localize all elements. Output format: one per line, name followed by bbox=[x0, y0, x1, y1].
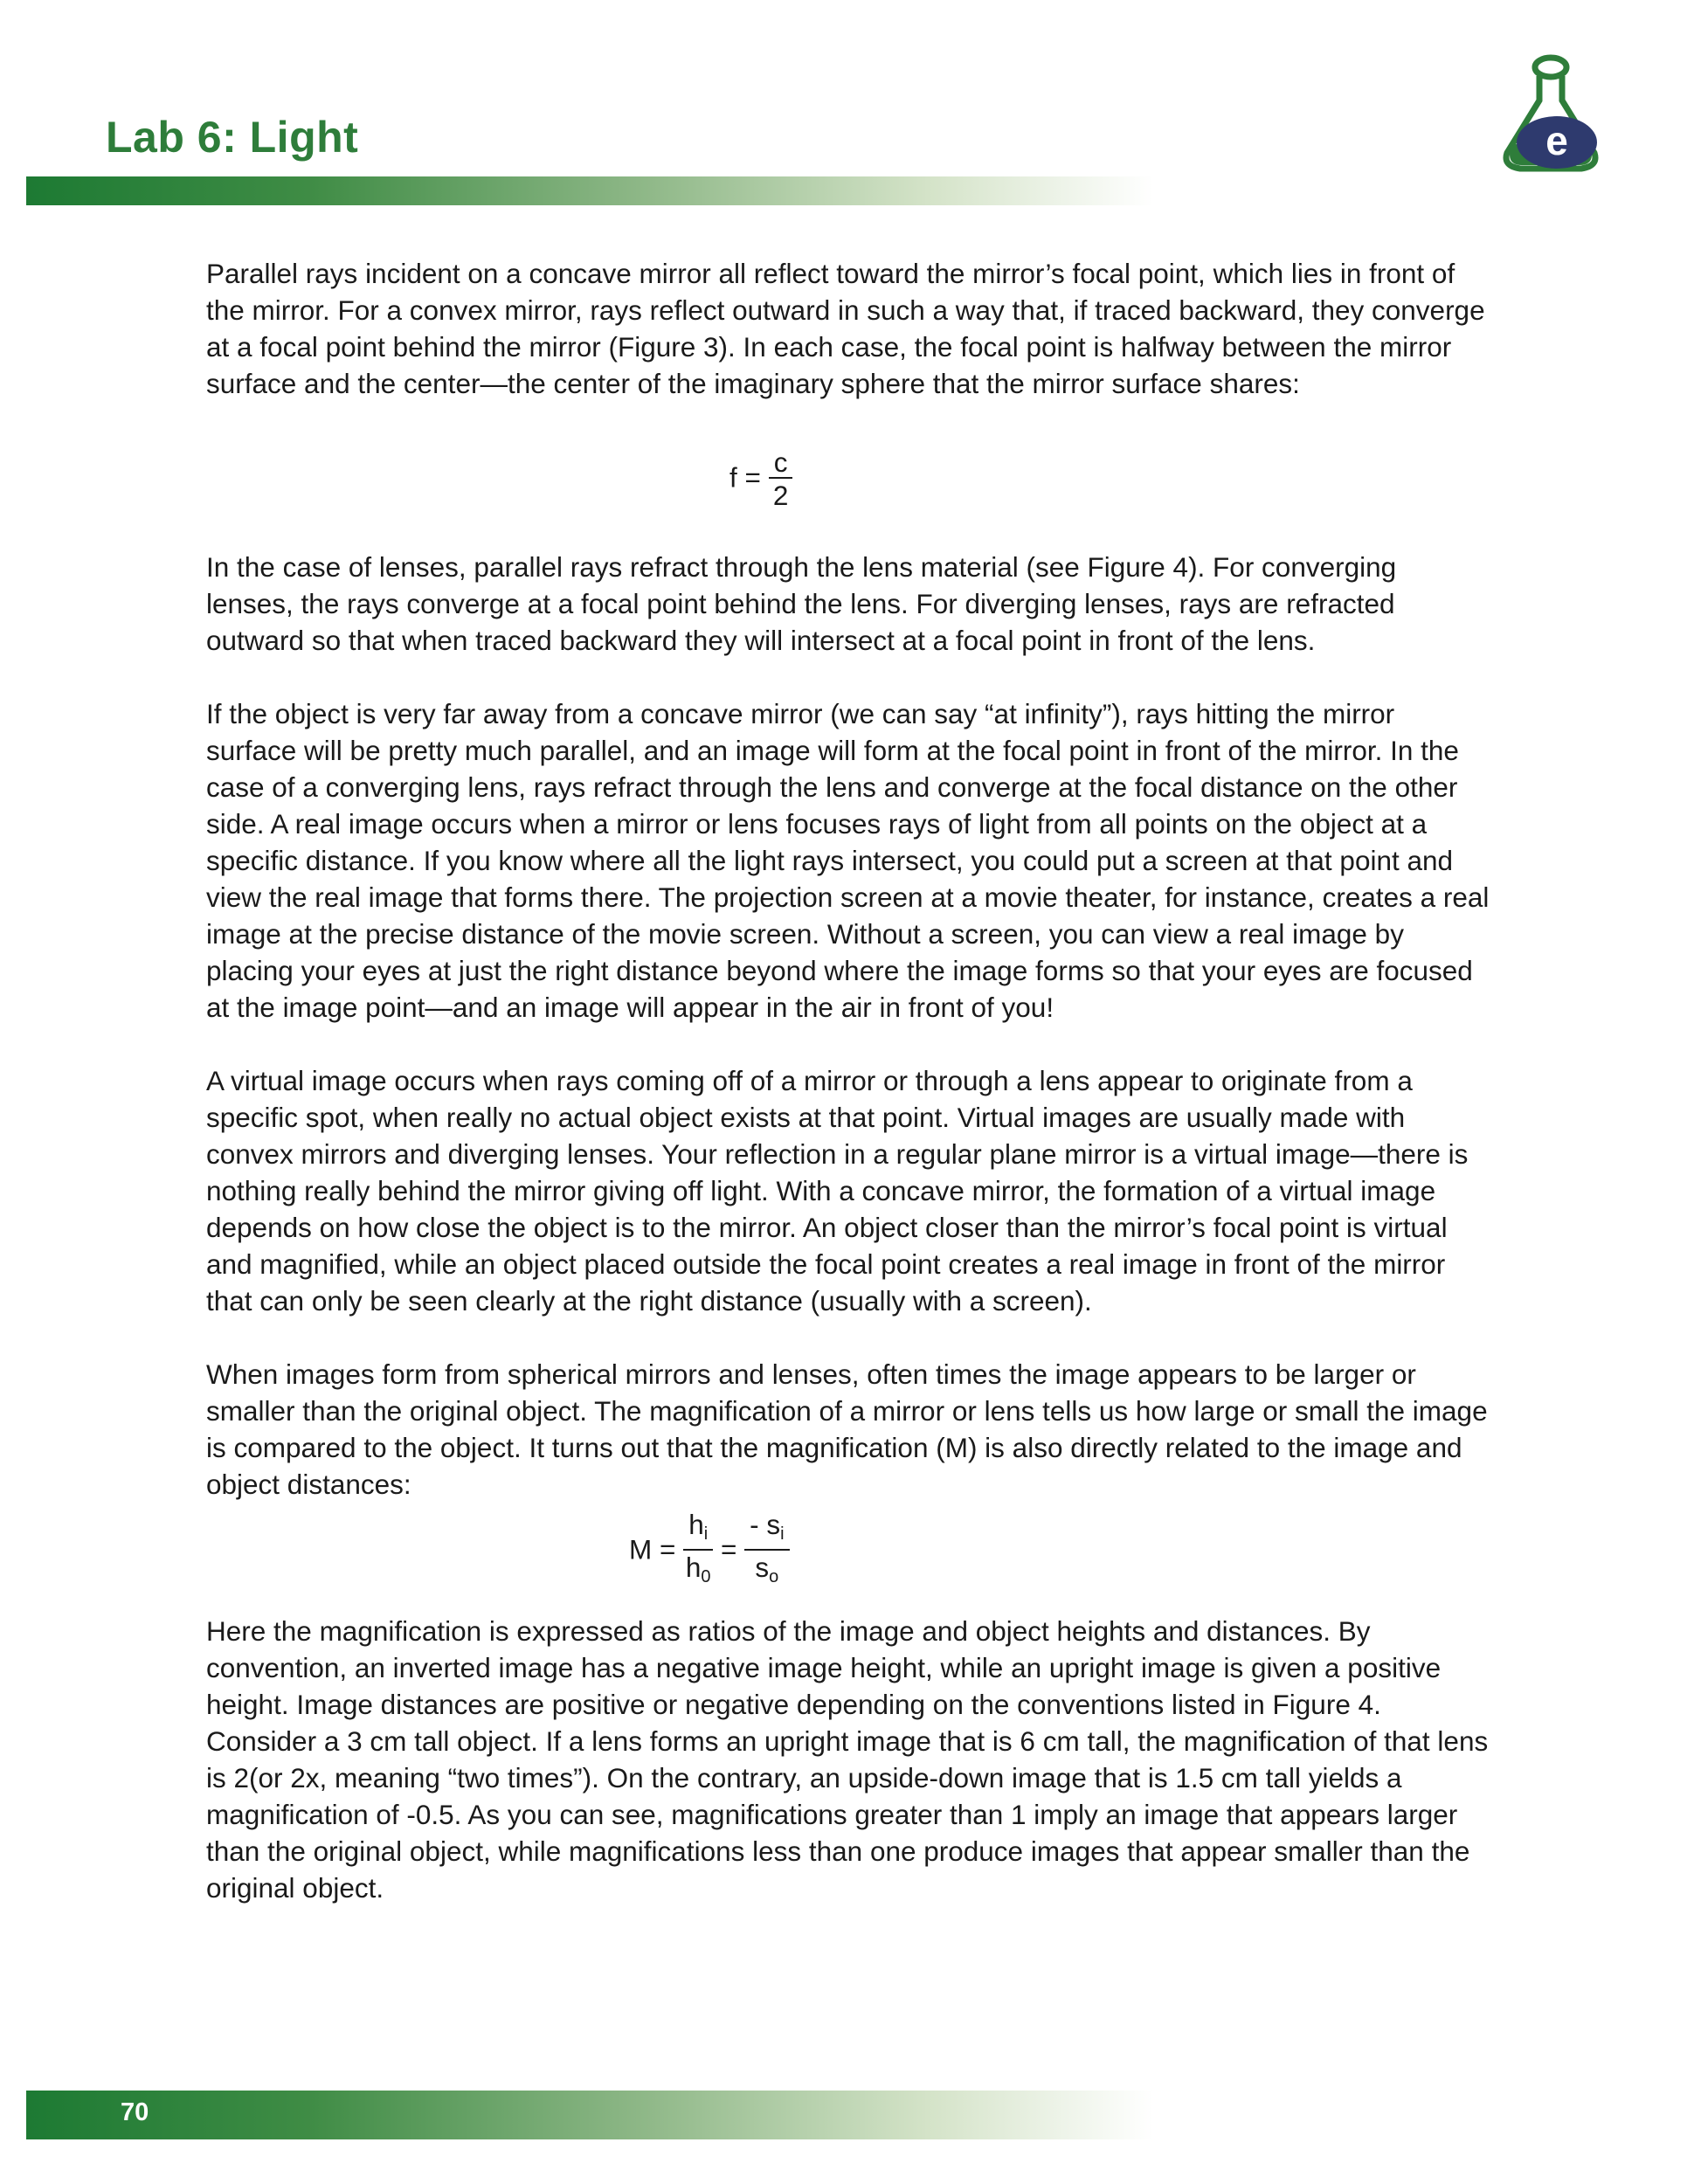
flask-e-logo-icon bbox=[1485, 48, 1616, 179]
body-text bbox=[206, 255, 1490, 1906]
logo-letter: e bbox=[1545, 118, 1568, 163]
paragraph-real-image: If the object is very far away from a concave mirror (we can say “at infinity”), rays hitting the mirror surface will be pretty much parallel, and an image will form at the focal point in front of the mirror. In the case of a converging lens, rays refract through the lens and converge at the focal distance on the other side. A real image occurs when a mirror or lens focuses rays of light from all points on the object at a specific distance. If you know where all the light rays intersect, you could put a screen at that point and view the real image that forms there. The projection screen at a movie theater, for instance, creates a real image at the precise distance of the movie screen. Without a screen, you can view a real image by placing your eyes at just the right distance beyond where the image forms so that your eyes are focused at the image point—and an image will appear in the air in front of you! bbox=[206, 698, 1490, 1023]
paragraph-virtual-image: A virtual image occurs when rays coming off of a mirror or through a lens appear to originate from a specific spot, when really no actual object exists at that point. Virtual images are usually made with convex mirrors and diverging lenses. Your reflection in a regular plane mirror is a virtual image—there is nothing really behind the mirror giving off light. With a concave mirror, the formation of a virtual image depends on how close the object is to the mirror. An object closer than the mirror’s focal point is virtual and magnified, while an object placed outside the focal point creates a real image in front of the mirror that can only be seen clearly at the right distance (usually with a screen). bbox=[206, 1065, 1469, 1317]
paragraph-focal-mirror: Parallel rays incident on a concave mirror all reflect toward the mirror’s focal point, which lies in front of the mirror. For a convex mirror, rays reflect outward in such a way that, if traced backward, they converge at a focal point behind the mirror (Figure 3). In each case, the focal point is halfway between the mirror surface and the center—the center of the imaginary sphere that the mirror surface shares: bbox=[206, 258, 1485, 399]
header-bar bbox=[26, 176, 1153, 205]
distance-ratio: $\frac{- s_i}{s_o}$ bbox=[744, 1510, 789, 1593]
page-number: 70 bbox=[121, 2098, 149, 2126]
height-ratio: $\frac{h_i}{h_0}$ bbox=[683, 1510, 713, 1593]
focal-fraction: $\frac{c}{2}$ bbox=[769, 447, 793, 512]
paragraph-magnification-conventions: Here the magnification is expressed as ratios of the image and object heights and distances. By convention, an inverted image has a negative image height, while an upright image is given a positive height. Image distances are positive or negative depending on the conventions listed in Figure 4. Consider a 3 cm tall object. If a lens forms an upright image that is 6 cm tall, the magnification of that lens is 2(or 2x, meaning “two times”). On the contrary, an upside-down image that is 1.5 cm tall yields a magnification of -0.5. As you can see, magnifications greater than 1 imply an image that appears larger than the original object, while magnifications less than one produce images that appear smaller than the original object. bbox=[206, 1615, 1489, 1904]
footer-bar bbox=[26, 2091, 1153, 2139]
page-title: Lab 6: Light bbox=[106, 113, 359, 162]
magnification-formula: M = $\frac{h_i}{h_0}$ = $\frac{- s_i}{s_o}$ bbox=[629, 1510, 790, 1593]
paragraph-lenses: In the case of lenses, parallel rays refract through the lens material (see Figure 4). For converging lenses, the rays converge at a focal point behind the lens. For diverging lenses, rays are refracted outward so that when traced backward they will intersect at a focal point in front of the lens. bbox=[206, 551, 1397, 656]
focal-length-formula: f = $\frac{c}{2}$ bbox=[729, 447, 792, 512]
paragraph-magnification-intro: When images form from spherical mirrors and lenses, often times the image appears to be larger or smaller than the original object. The magnification of a mirror or lens tells us how large or small the image is compared to the object. It turns out that the magnification (M) is also directly related to the image and object distances: bbox=[206, 1358, 1488, 1500]
